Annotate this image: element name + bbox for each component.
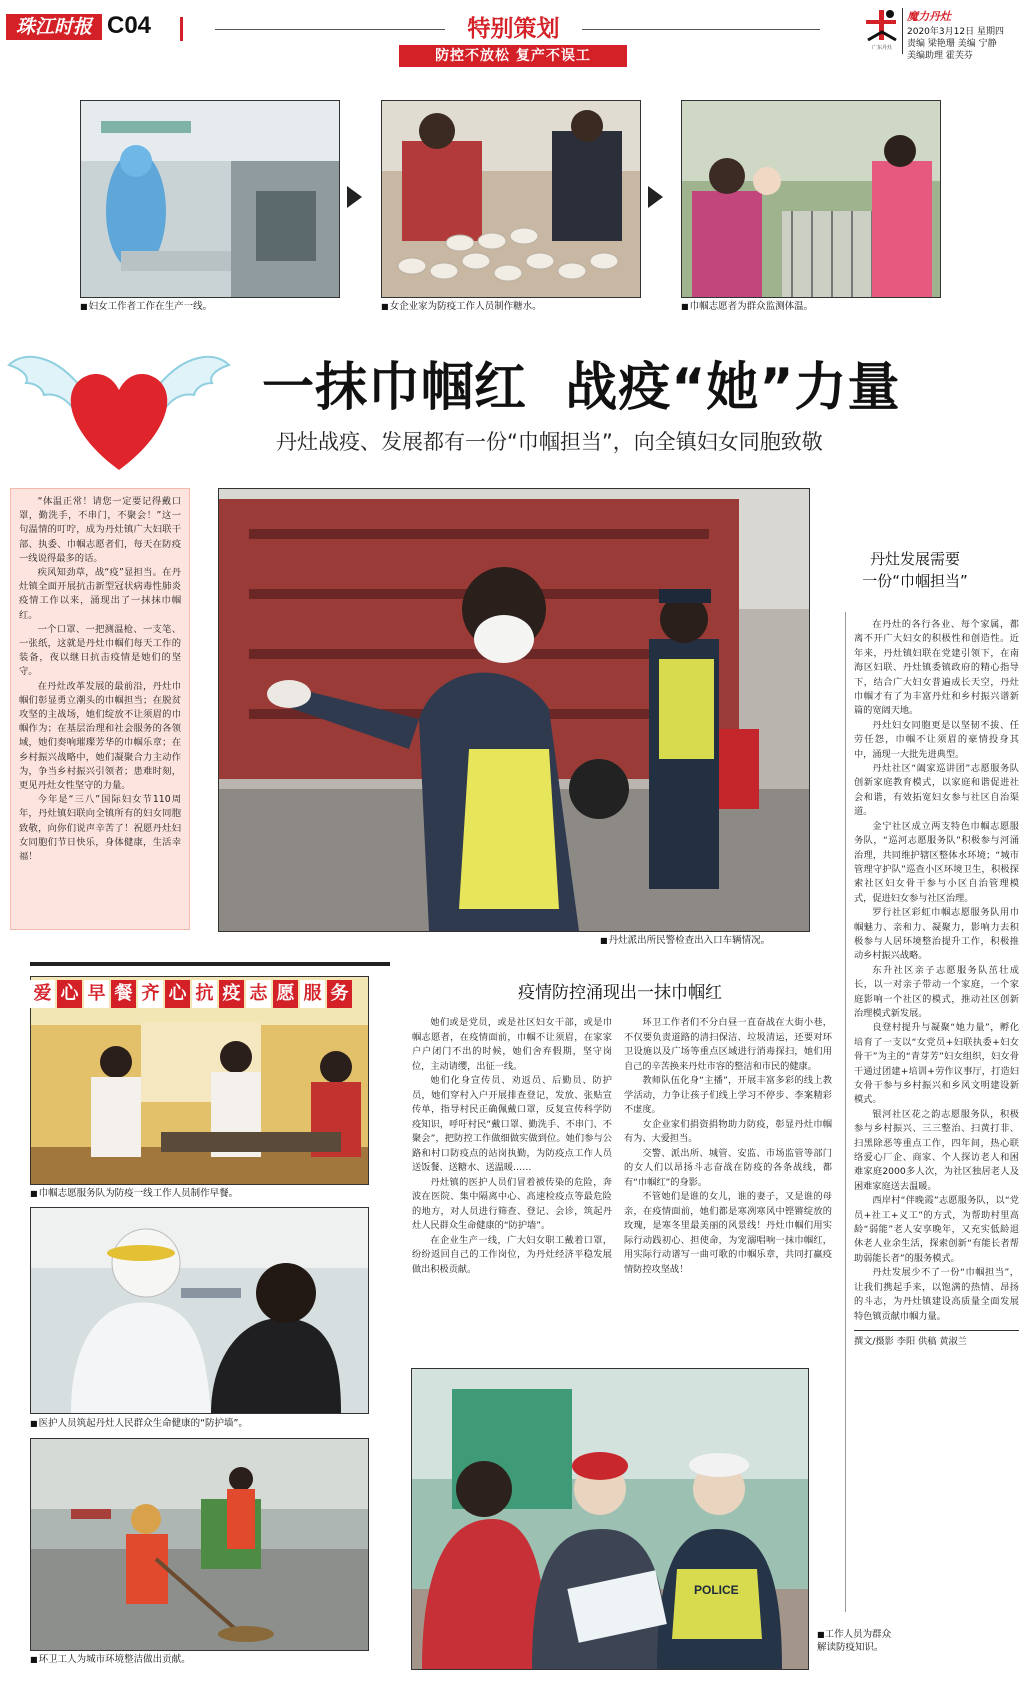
top-photo-caption-1: ■ 妇女工作者工作在生产一线。: [80, 301, 212, 313]
top-photo-caption-3: ■ 巾帼志愿者为群众监测体温。: [681, 301, 813, 313]
intro-paragraph: 今年是“三八”国际妇女节110周年，丹灶镇妇联向全镇所有的妇女同胞致敬，向你们说声辛苦了！祝愿丹灶妇女同胞们节日快乐，身体健康，生活幸福！: [19, 794, 181, 863]
article-paragraph: 她们或是党员，或是社区妇女干部，或是巾帼志愿者，在疫情面前，巾帼不让须眉，在家家户户闭门不出的时候，她们舍弃假期，坚守岗位，主动请缨，出征一线。: [412, 1017, 612, 1072]
winged-heart-icon: [4, 335, 234, 475]
article-paragraph: 环卫工作者们不分白昼一直奋战在大街小巷，不仅要负责道路的清扫保洁、垃圾清运，还要对环卫设施以及广场等重点区域进行消毒探扫，她们用自己的辛苦换来丹灶市容的整洁和市民的健康。: [624, 1017, 832, 1072]
right-column-heading: [825, 548, 1005, 592]
section-rule-right: [582, 29, 820, 30]
photo-medical-swab: [30, 1207, 369, 1414]
caption-bullet-icon: ■: [817, 1630, 825, 1639]
issue-date: 2020年3月12日 星期四: [907, 27, 1004, 37]
banner-row: [30, 980, 367, 1008]
article-paragraph: 交警、派出所、城管、安监、市场监管等部门的女人们以昂扬斗志奋战在防疫的各条战线，都有“巾帼红”的身影。: [624, 1147, 832, 1188]
middle-article-title: 疫情防控涌现出一抹巾帼红: [518, 983, 722, 1003]
photo-sanitation-worker: [30, 1438, 369, 1651]
headline-title: 一抹巾帼红 战疫“她”力量: [262, 358, 901, 418]
police-vest-label: POLICE: [694, 1583, 739, 1597]
masthead-divider: [180, 17, 183, 41]
main-photo-caption: ■ 丹灶派出所民警检查出入口车辆情况。: [600, 935, 770, 947]
right-paragraph: 东升社区亲子志愿服务队茁壮成长，以一对亲子带动一个家庭，一个家庭影响一个社区的模式，推动社区创新治理模式新发展。: [854, 964, 1019, 1019]
right-paragraph: 罗行社区彩虹巾帼志愿服务队用巾帼魅力、亲和力、凝聚力，影响力去积极参与人居环境整治提升工作，积极推动乡村振兴战略。: [854, 907, 1019, 962]
page-number: C04: [107, 12, 152, 39]
right-column-body: [854, 618, 1019, 1613]
dianzao-logo: [862, 6, 902, 50]
banner-char: 疫: [219, 980, 244, 1008]
section-slogan: 防控不放松 复产不误工: [399, 45, 627, 67]
section-rule: [30, 962, 390, 966]
banner-char: 心: [57, 980, 82, 1008]
photo-sugar-water: [381, 100, 641, 298]
banner-char: 服: [300, 980, 325, 1008]
photo-factory-worker: [80, 100, 340, 298]
editor-credit: 责编 梁艳珊 美编 宁静: [907, 39, 997, 49]
middle-article-col2: [624, 1016, 832, 1344]
right-paragraph: 金宁社区成立两支特色巾帼志愿服务队，“巡河志愿服务队”积极参与河涌治理，共同维护辖区整体水环境；“城市管理守护队”巡查小区环境卫生，积极探索社区妇女骨干参与小区自治管理模式，促进妇女参与社区治理。: [854, 820, 1019, 904]
photo-temperature-check: [681, 100, 941, 298]
article-paragraph: 教师队伍化身“主播”，开展丰富多彩的线上教学活动，力争让孩子们线上学习不停步、李案精彩不虚度。: [624, 1075, 832, 1115]
right-heading-line2: 一份“巾帼担当”: [862, 572, 968, 590]
breakfast-caption: ■ 巾帼志愿服务队为防疫一线工作人员制作早餐。: [30, 1188, 238, 1200]
section-rule-left: [215, 29, 445, 30]
sanitation-caption: ■ 环卫工人为城市环境整洁做出贡献。: [30, 1654, 191, 1666]
masthead-vline: [902, 8, 903, 54]
right-paragraph: 良登村提升与凝聚“她力量”，孵化培育了一支以“女党员+妇联执委+妇女骨干”为主的“青芽芳”妇女组织，妇女骨干通过团建+培训+劳作议事厅，打造妇女骨干参与乡村振兴和乡风文明建设新模式。: [854, 1022, 1019, 1106]
banner-char: 愿: [273, 980, 298, 1008]
article-paragraph: 她们化身宣传员、劝返员、后勤员、防护员，她们穿村入户开展排查登记，发放、张贴宣传单，指导村民正确佩戴口罩，反复宣传科学防疫知识，呼吁村民“戴口罩、勤洗手、不串门、不聚会”，把防控工作做细做实做到位。她们参与公路和村口防疫点的站岗执勤，为防疫点工作人员送饭餐、送糖水、送温暖……: [412, 1075, 612, 1173]
intro-box: [10, 488, 190, 930]
right-paragraph: 西岸村“伴晚霞”志愿服务队，以“党员+社工+义工”的方式，为帮助村里高龄“弱能”老人安享晚年，又充实低龄退休老人业余生活，探索创新“有能长者帮助弱能长者”的服务模式。: [854, 1195, 1019, 1264]
bottom-caption-text: 工作人员为群众解读防疫知识。: [817, 1629, 892, 1653]
banner-char: 餐: [111, 980, 136, 1008]
arrow-right-icon: [347, 186, 362, 208]
right-paragraph: 在丹灶的各行各业、每个家属，都离不开广大妇女的积极性和创造性。近年来，丹灶镇妇联在党建引领下，在南海区妇联、丹灶镇委镇政府的精心指导下，结合广大妇女普遍成长天空，丹灶巾帼才有了为丰富丹灶和乡村振兴谱新篇的宽阔天地。: [854, 619, 1019, 717]
right-column-divider: [845, 612, 846, 1612]
article-paragraph: 不管她们是谁的女儿，谁的妻子，又是谁的母亲，在疫情面前，她们都是寒冽寒风中铿锵绽放的玫瑰，是寒冬里最美丽的风景线！丹灶巾帼们用实际行动践初心、担使命，为宠溺唱响一抹巾帼红，用实际行动谱写一曲可歌的巾帼乐章，共同打赢疫情防控攻坚战！: [624, 1191, 832, 1275]
paper-name: 珠江时报: [6, 14, 102, 40]
banner-strip: [30, 980, 367, 1012]
arrow-right-icon: [648, 186, 663, 208]
edition-text: 魔力丹灶: [907, 10, 951, 23]
section-title: 特别策划: [467, 16, 560, 42]
banner-char: 心: [165, 980, 190, 1008]
right-paragraph: 丹灶社区“阖家巡讲团”志愿服务队创新家庭教育模式，以家庭和谐促进社会和谐，有效拓宽妇女参与社区自治渠道。: [854, 763, 1019, 818]
intro-paragraph: 在丹灶改革发展的最前沿，丹灶巾帼们彰显勇立潮头的巾帼担当；在脱贫攻坚的主战场，她们绽放不让须眉的巾帼作为；在基层治理和社会服务的各领域，她们奏响璀璨芳华的巾帼乐章；在乡村振兴战略中，她们凝聚合力主动作为，争当乡村振兴引领者；患难时刻，更见丹灶女性坚守的力量。: [19, 680, 181, 792]
masthead: [0, 0, 1024, 64]
headline-subtitle: 丹灶战疫、发展都有一份“巾帼担当”，向全镇妇女同胞致敬: [276, 430, 823, 454]
right-paragraph: 丹灶妇女同胞更是以坚韧不拔、任劳任怨，巾帼不让须眉的豪情投身其中，涌现一大批先进典型。: [854, 719, 1019, 760]
byline-rule: [854, 1330, 1019, 1331]
right-paragraph: 银河社区花之韵志愿服务队，积极参与乡村振兴、三三整治、扫黄打非、扫黑除恶等重点工作，四年间，热心联络爱心厂企、商家、个人探访老人和困难家庭2000多人次，为社区独居老人及困难家庭送去温暖。: [854, 1108, 1019, 1192]
banner-char: 早: [84, 980, 109, 1008]
intro-paragraph: “体温正常！请您一定要记得戴口罩，勤洗手，不串门，不聚会！”这一句温情的叮咛，成为丹灶镇广大妇联干部、执委、巾帼志愿者们，每天在防疫一线说得最多的话。: [19, 496, 181, 564]
article-paragraph: 女企业家们捐资捐物助力防疫，彰显丹灶巾帼有为、大爱担当。: [624, 1118, 832, 1144]
banner-char: 志: [246, 980, 271, 1008]
bottom-photo-caption: [817, 1628, 895, 1654]
banner-char: 齐: [138, 980, 163, 1008]
article-paragraph: 在企业生产一线，广大妇女职工戴着口罩，纷纷返回自己的工作岗位，为丹灶经济平稳发展做出积极贡献。: [412, 1234, 612, 1275]
banner-char: 抗: [192, 980, 217, 1008]
photo-explain-leaflet: [411, 1368, 809, 1670]
banner-char: 务: [327, 980, 352, 1008]
medical-caption: ■ 医护人员筑起丹灶人民群众生命健康的“防护墙”。: [30, 1418, 248, 1430]
intro-paragraph: 疾风知劲草，战“疫”显担当。在丹灶镇全面开展抗击新型冠状病毒性肺炎疫情工作以来，涌现出了一抹抹巾帼红。: [19, 567, 181, 621]
right-paragraph: 丹灶发展少不了一份“巾帼担当”，让我们携起手来，以饱满的热情、昂扬的斗志，为丹灶镇建设高质量全面发展特色镇贡献巾帼力量。: [854, 1267, 1019, 1322]
article-paragraph: 丹灶镇的医护人员们冒着被传染的危险，奔波在医院、集中隔离中心、高速检疫点等最危险的地方，对人员进行筛查、登记、会诊，筑起丹灶人民群众生命健康的“防护墙”。: [412, 1176, 612, 1231]
logo-text: 广东丹灶: [871, 45, 892, 51]
assistant-credit: 美编助理 霍芙芬: [907, 51, 973, 61]
byline: 撰文/摄影 李阳 供稿 黄淑兰: [854, 1335, 967, 1347]
top-photo-caption-2: ■ 女企业家为防疫工作人员制作糖水。: [381, 301, 542, 313]
photo-police-checkpoint: [218, 488, 810, 932]
banner-char: 爱: [30, 980, 55, 1008]
intro-paragraph: 一个口罩、一把测温枪、一支笔、一张纸，这就是丹灶巾帼们每天工作的装备，夜以继日抗击疫情是她们的坚守。: [19, 623, 181, 678]
right-heading-line1: 丹灶发展需要: [869, 550, 960, 568]
middle-article-col1: [412, 1016, 612, 1344]
